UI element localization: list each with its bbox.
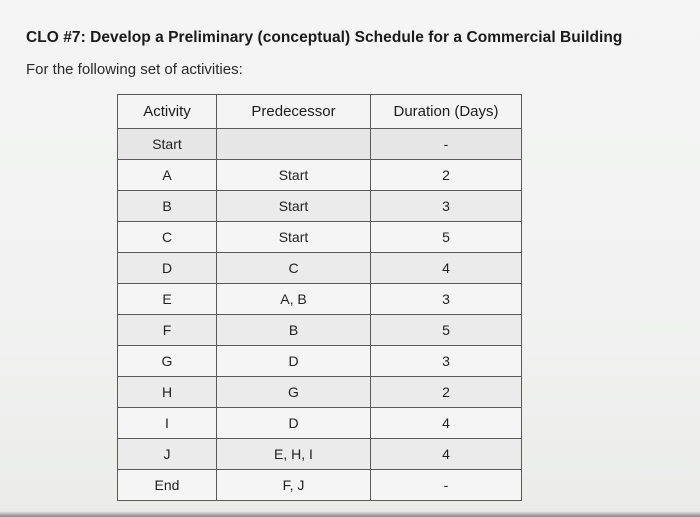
cell-duration: 4 xyxy=(371,253,522,284)
table-row xyxy=(118,191,522,222)
cell-activity: Start xyxy=(118,129,217,160)
cell-predecessor: B xyxy=(217,315,371,346)
cell-activity: C xyxy=(118,222,217,253)
cell-duration: 2 xyxy=(371,377,522,408)
cell-activity: F xyxy=(118,315,217,346)
cell-predecessor: F, J xyxy=(217,470,371,501)
table-row xyxy=(118,253,522,284)
cell-predecessor: C xyxy=(217,253,371,284)
cell-duration: 4 xyxy=(371,408,522,439)
cell-activity: G xyxy=(118,346,217,377)
cell-duration: 5 xyxy=(371,315,522,346)
table-row xyxy=(118,439,522,470)
cell-duration: 4 xyxy=(371,439,522,470)
cell-predecessor: D xyxy=(217,346,371,377)
cell-predecessor: D xyxy=(217,408,371,439)
cell-predecessor: Start xyxy=(217,222,371,253)
cell-predecessor xyxy=(217,129,371,160)
cell-activity: D xyxy=(118,253,217,284)
header-activity: Activity xyxy=(118,95,217,129)
table-row xyxy=(118,222,522,253)
cell-predecessor: Start xyxy=(217,160,371,191)
cell-activity: H xyxy=(118,377,217,408)
header-predecessor: Predecessor xyxy=(217,95,371,129)
cell-predecessor: E, H, I xyxy=(217,439,371,470)
table-header-row xyxy=(118,95,522,129)
cell-activity: End xyxy=(118,470,217,501)
cell-duration: - xyxy=(371,129,522,160)
table-row xyxy=(118,346,522,377)
cell-duration: - xyxy=(371,470,522,501)
header-duration: Duration (Days) xyxy=(371,95,522,129)
cell-predecessor: Start xyxy=(217,191,371,222)
bottom-edge-shadow xyxy=(0,511,700,517)
activity-schedule-table xyxy=(117,94,522,501)
page-title: CLO #7: Develop a Preliminary (conceptual) Schedule for a Commercial Building xyxy=(26,29,623,46)
cell-duration: 3 xyxy=(371,284,522,315)
cell-activity: I xyxy=(118,408,217,439)
table-row xyxy=(118,470,522,501)
cell-predecessor: A, B xyxy=(217,284,371,315)
cell-activity: B xyxy=(118,191,217,222)
cell-activity: E xyxy=(118,284,217,315)
table-row xyxy=(118,377,522,408)
cell-activity: A xyxy=(118,160,217,191)
cell-duration: 5 xyxy=(371,222,522,253)
page-subtitle: For the following set of activities: xyxy=(26,61,243,78)
table-row xyxy=(118,129,522,160)
cell-duration: 3 xyxy=(371,191,522,222)
cell-duration: 2 xyxy=(371,160,522,191)
cell-activity: J xyxy=(118,439,217,470)
table-row xyxy=(118,160,522,191)
cell-predecessor: G xyxy=(217,377,371,408)
table-row xyxy=(118,284,522,315)
table-row xyxy=(118,315,522,346)
table-row xyxy=(118,408,522,439)
cell-duration: 3 xyxy=(371,346,522,377)
